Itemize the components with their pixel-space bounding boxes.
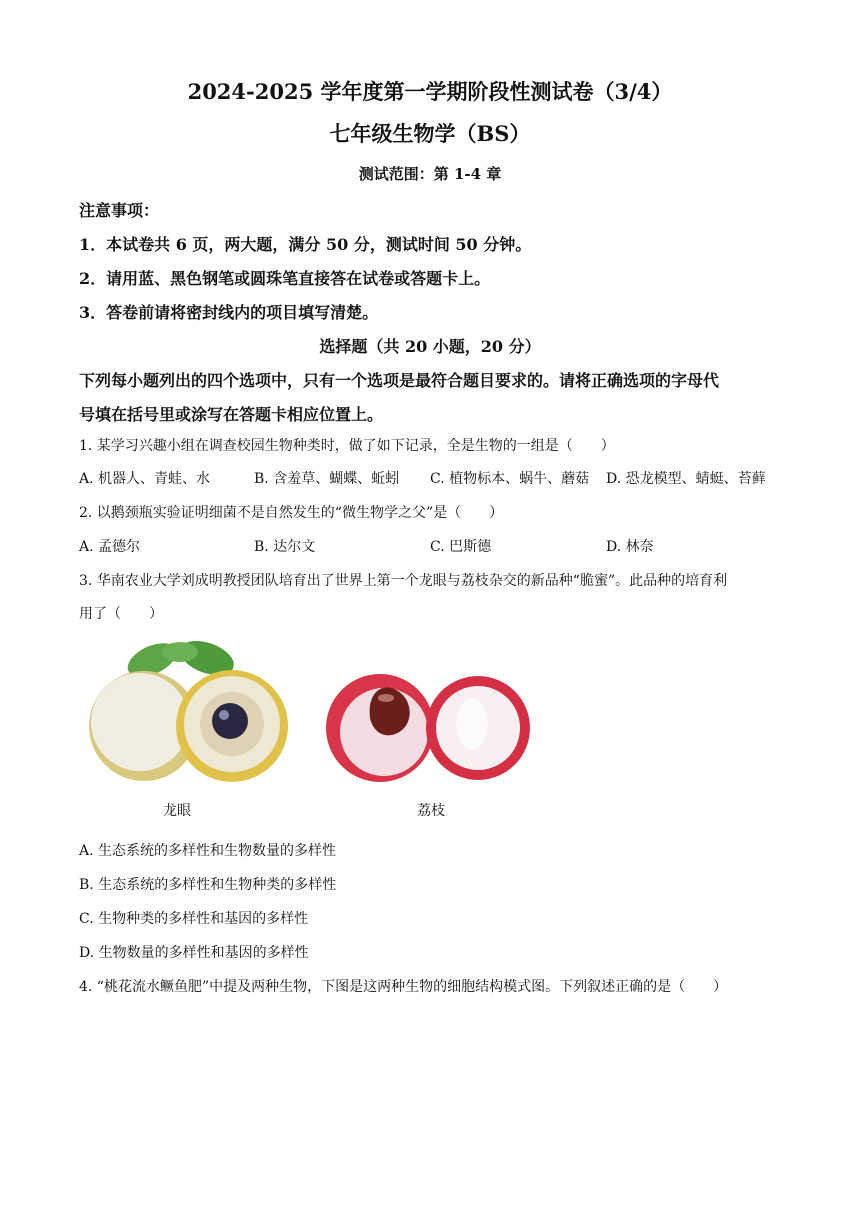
- q1-option-c: C. 植物标本、蜗牛、蘑菇: [430, 471, 590, 487]
- q1-option-b: B. 含羞草、蝴蝶、蚯蚓: [254, 471, 400, 487]
- q1-stem: 1. 某学习兴趣小组在调查校园生物种类时，做了如下记录，全是生物的一组是（ ）: [79, 438, 615, 454]
- note-item-2: 2．请用蓝、黑色钢笔或圆珠笔直接答在试卷或答题卡上。: [79, 269, 491, 288]
- q3-stem-2: 用了（ ）: [79, 606, 163, 622]
- exam-title: 2024-2025 学年度第一学期阶段性测试卷（3/4）: [187, 79, 673, 104]
- q2-option-c: C. 巴斯德: [430, 539, 492, 555]
- q3-option-b: B. 生态系统的多样性和生物种类的多样性: [79, 877, 337, 893]
- q2-option-d: D. 林奈: [606, 539, 654, 555]
- q2-option-a: A. 孟德尔: [79, 539, 141, 555]
- q3-option-d: D. 生物数量的多样性和基因的多样性: [79, 945, 309, 961]
- q3-stem-1: 3. 华南农业大学刘成明教授团队培育出了世界上第一个龙眼与荔枝杂交的新品种“脆蜜”。此品种的培育利: [79, 573, 728, 589]
- lychee-caption: 荔枝: [417, 803, 445, 819]
- q4-stem: 4. “桃花流水鳜鱼肥”中提及两种生物，下图是这两种生物的细胞结构模式图。下列叙述正确的是（ ）: [79, 979, 728, 995]
- q2-options: [79, 536, 781, 556]
- longan-image: [82, 638, 294, 783]
- q3-option-c: C. 生物种类的多样性和基因的多样性: [79, 911, 309, 927]
- lychee-image: [322, 668, 534, 786]
- q1-options: [79, 468, 781, 488]
- q2-stem: 2. 以鹅颈瓶实验证明细菌不是自然发生的“微生物学之父”是（ ）: [79, 505, 504, 521]
- exam-subtitle: 七年级生物学（BS）: [329, 121, 531, 146]
- q1-option-a: A. 机器人、青蛙、水: [79, 471, 211, 487]
- section-instruction-1: 下列每小题列出的四个选项中，只有一个选项是最符合题目要求的。请将正确选项的字母代: [79, 371, 720, 390]
- q3-option-a: A. 生态系统的多样性和生物数量的多样性: [79, 843, 337, 859]
- note-item-1: 1．本试卷共 6 页，两大题，满分 50 分，测试时间 50 分钟。: [79, 235, 532, 254]
- q1-option-d: D. 恐龙模型、蜻蜓、苔藓: [606, 471, 766, 487]
- test-scope: 测试范围：第 1-4 章: [358, 165, 502, 183]
- q2-option-b: B. 达尔文: [254, 539, 316, 555]
- section-title: 选择题（共 20 小题，20 分）: [319, 337, 541, 356]
- notes-heading: 注意事项：: [79, 201, 160, 220]
- longan-caption: 龙眼: [163, 803, 191, 819]
- section-instruction-2: 号填在括号里或涂写在答题卡相应位置上。: [79, 405, 384, 424]
- note-item-3: 3．答卷前请将密封线内的项目填写清楚。: [79, 303, 379, 322]
